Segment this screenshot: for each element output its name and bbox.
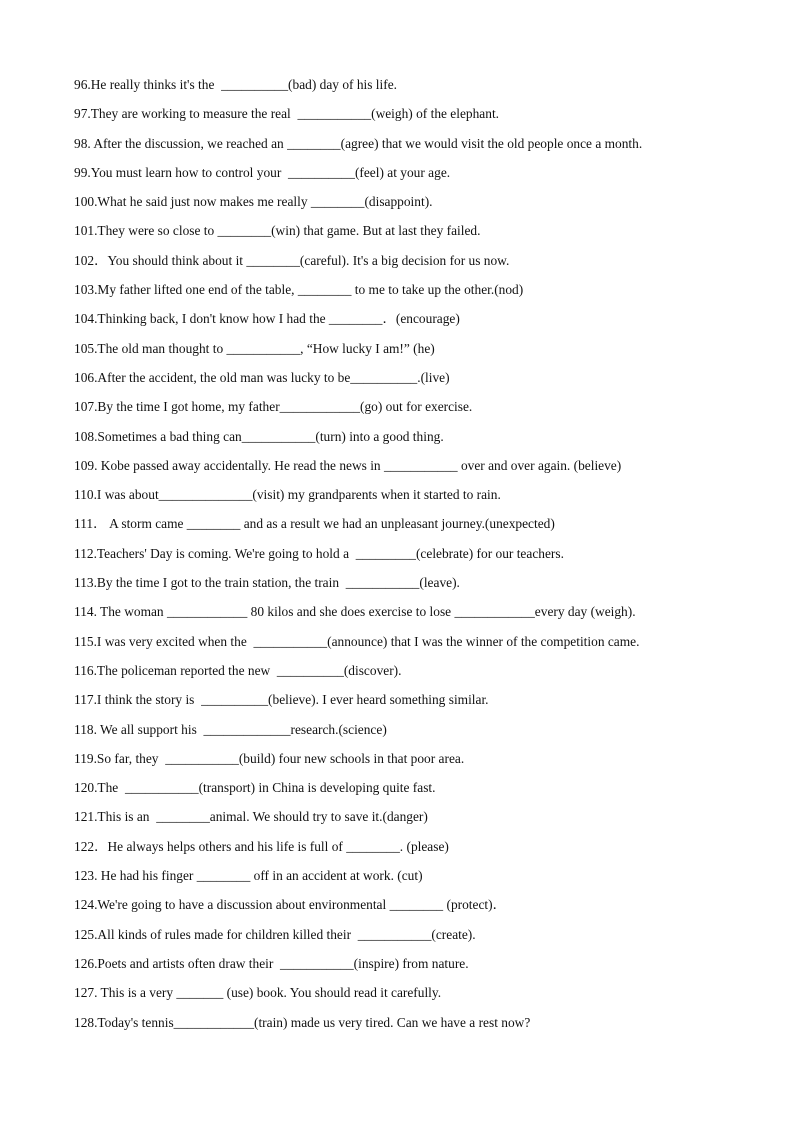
question-99: 99.You must learn how to control your __________(feel) at your age. [74,164,451,180]
question-114: 114. The woman ____________ 80 kilos and she does exercise to lose ____________every day (weigh). [74,604,636,620]
question-126: 126.Poets and artists often draw their ___________(inspire) from nature. [74,955,469,971]
question-123: 123. He had his finger ________ off in an accident at work. (cut) [74,868,423,884]
question-97: 97.They are working to measure the real ___________(weigh) of the elephant. [74,106,500,122]
question-113: 113.By the time I got to the train station, the train ___________(leave). [74,575,460,591]
question-116: 116.The policeman reported the new __________(discover). [74,662,402,678]
question-110: 110.I was about______________(visit) my grandparents when it started to rain. [74,487,501,503]
question-103: 103.My father lifted one end of the table, ________ to me to take up the other.(nod) [74,282,524,298]
question-115: 115.I was very excited when the ___________(announce) that I was the winner of the competition came. [74,633,640,649]
question-list [74,74,774,1041]
question-106: 106.After the accident, the old man was lucky to be__________.(live) [74,369,450,385]
question-125: 125.All kinds of rules made for children killed their ___________(create). [74,926,476,942]
question-105: 105.The old man thought to ___________, “How lucky I am!” (he) [74,340,435,356]
question-104: 104.Thinking back, I don't know how I had the ________．(encourage) [74,311,460,327]
question-100: 100.What he said just now makes me really ________(disappoint). [74,194,433,210]
question-109: 109. Kobe passed away accidentally. He read the news in ___________ over and over again. (believe) [74,457,622,473]
question-121: 121.This is an ________animal. We should try to save it.(danger) [74,809,428,825]
question-127: 127. This is a very _______ (use) book. You should read it carefully. [74,985,442,1001]
question-124: 124.We're going to have a discussion about environmental ________ (protect)． [74,897,506,913]
question-111: 111． A storm came ________ and as a result we had an unpleasant journey.(unexpected) [74,516,555,532]
question-112: 112.Teachers' Day is coming. We're going to hold a _________(celebrate) for our teachers. [74,545,564,561]
question-98: 98. After the discussion, we reached an ________(agree) that we would visit the old people once a month. [74,135,643,151]
question-122: 122．He always helps others and his life is full of ________. (please) [74,838,449,854]
question-118: 118. We all support his _____________research.(science) [74,721,387,737]
question-102: 102．You should think about it ________(careful). It's a big decision for us now. [74,252,510,268]
question-128: 128.Today's tennis____________(train) made us very tired. Can we have a rest now? [74,1014,531,1030]
question-101: 101.They were so close to ________(win) that game. But at last they failed. [74,223,481,239]
question-107: 107.By the time I got home, my father____________(go) out for exercise. [74,399,473,415]
question-117: 117.I think the story is __________(believe). I ever heard something similar. [74,692,489,708]
question-108: 108.Sometimes a bad thing can___________(turn) into a good thing. [74,428,444,444]
question-96: 96.He really thinks it's the __________(bad) day of his life. [74,77,397,92]
question-120: 120.The ___________(transport) in China is developing quite fast. [74,780,436,796]
question-119: 119.So far, they ___________(build) four new schools in that poor area. [74,750,465,766]
